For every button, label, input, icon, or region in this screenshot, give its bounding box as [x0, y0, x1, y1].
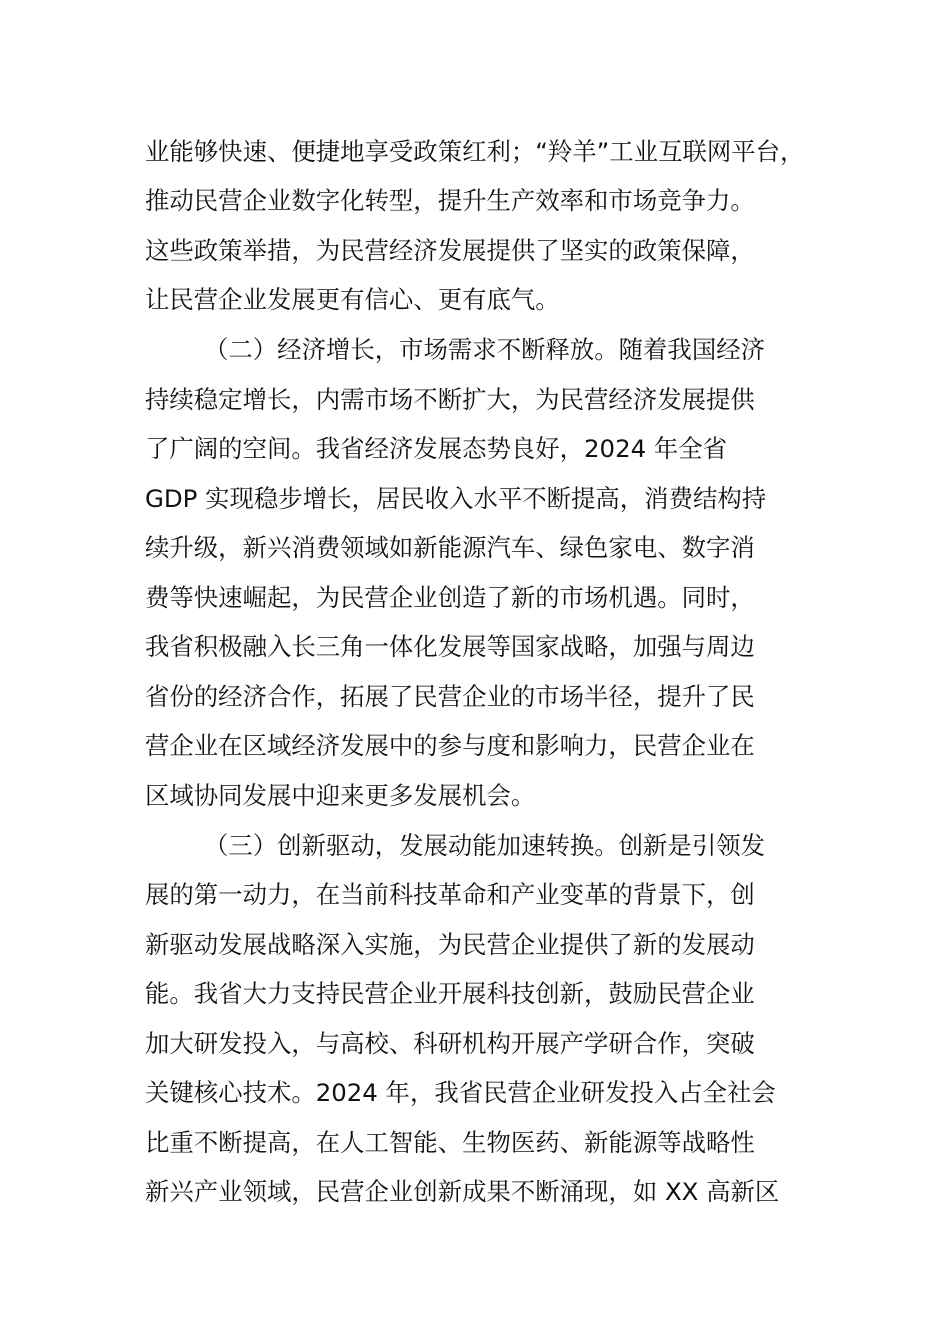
paragraph-2-line-10: 区域协同发展中迎来更多发展机会。	[145, 781, 536, 810]
paragraph-2-line-8: 省份的经济合作，拓展了民营企业的市场半径，提升了民	[145, 682, 755, 711]
paragraph-2-line-3: 了广阔的空间。我省经济发展态势良好，2024 年全省	[145, 434, 728, 463]
paragraph-3-line-6: 关键核心技术。2024 年，我省民营企业研发投入占全社会	[145, 1078, 776, 1107]
paragraph-2-line-2: 持续稳定增长，内需市场不断扩大，为民营经济发展提供	[145, 385, 755, 414]
paragraph-3-line-1: （三）创新驱动，发展动能加速转换。创新是引领发	[204, 831, 765, 860]
paragraph-2-line-7: 我省积极融入长三角一体化发展等国家战略，加强与周边	[145, 632, 755, 661]
paragraph-2-line-6: 费等快速崛起，为民营企业创造了新的市场机遇。同时，	[145, 583, 755, 612]
paragraph-3-line-4: 能。我省大力支持民营企业开展科技创新，鼓励民营企业	[145, 979, 755, 1008]
paragraph-2-line-9: 营企业在区域经济发展中的参与度和影响力，民营企业在	[145, 731, 755, 760]
paragraph-1-line-4: 让民营企业发展更有信心、更有底气。	[145, 285, 560, 314]
paragraph-3-line-7: 比重不断提高，在人工智能、生物医药、新能源等战略性	[145, 1128, 755, 1157]
paragraph-1-line-2: 推动民营企业数字化转型，提升生产效率和市场竞争力。	[145, 186, 755, 215]
paragraph-3-line-5: 加大研发投入，与高校、科研机构开展产学研合作，突破	[145, 1029, 755, 1058]
paragraph-2-line-1: （二）经济增长，市场需求不断释放。随着我国经济	[204, 335, 765, 364]
paragraph-1-line-3: 这些政策举措，为民营经济发展提供了坚实的政策保障，	[145, 236, 755, 265]
paragraph-2-line-5: 续升级，新兴消费领域如新能源汽车、绿色家电、数字消	[145, 533, 755, 562]
paragraph-3-line-8: 新兴产业领域，民营企业创新成果不断涌现，如 XX 高新区	[145, 1177, 780, 1206]
paragraph-3-line-2: 展的第一动力，在当前科技革命和产业变革的背景下，创	[145, 880, 755, 909]
paragraph-1-line-1: 业能够快速、便捷地享受政策红利；“羚羊”工业互联网平台，	[145, 137, 805, 166]
paragraph-3-line-3: 新驱动发展战略深入实施，为民营企业提供了新的发展动	[145, 930, 755, 959]
paragraph-2-line-4: GDP 实现稳步增长，居民收入水平不断提高，消费结构持	[145, 484, 767, 513]
